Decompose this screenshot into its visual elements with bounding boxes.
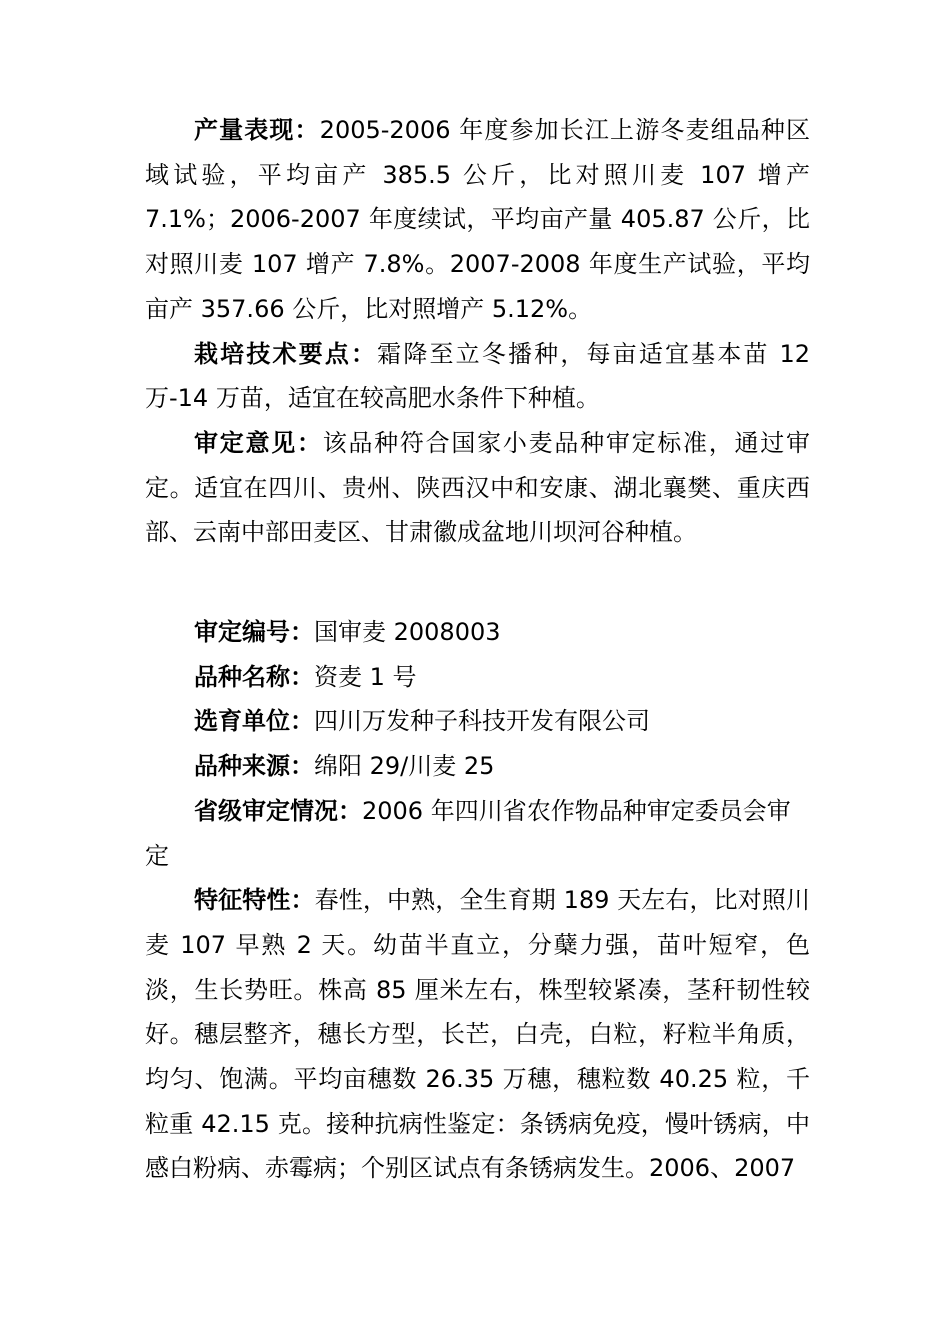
breeder-label: 选育单位： — [194, 707, 314, 736]
opinion-paragraph — [145, 421, 810, 555]
cultivation-label: 栽培技术要点： — [194, 339, 378, 368]
approval-number-label: 审定编号： — [194, 618, 314, 647]
variety-name-line — [145, 655, 810, 700]
breeder-value: 四川万发种子科技开发有限公司 — [314, 707, 650, 736]
provincial-approval-label: 省级审定情况： — [194, 796, 362, 825]
origin-label: 品种来源： — [194, 752, 314, 781]
origin-value: 绵阳 29/川麦 25 — [314, 752, 495, 781]
yield-text: 2005-2006 年度参加长江上游冬麦组品种区域试验，平均亩产 385.5 公斤，比对照川麦 107 增产 7.1%；2006-2007 年度续试，平均亩产量 405.87 公斤，比对照川麦 107 增产 7.8%。2007-2008 年度生产试验，平均亩产 357.66 公斤，比对照增产 5.12%。 — [145, 116, 810, 323]
traits-label: 特征特性： — [194, 886, 315, 915]
yield-label: 产量表现： — [194, 116, 320, 144]
cultivation-text: 霜降至立冬播种，每亩适宜基本苗 12 万-14 万苗，适宜在较高肥水条件下种植。 — [145, 339, 811, 413]
yield-paragraph — [145, 108, 810, 332]
traits-paragraph — [145, 878, 810, 1191]
provincial-approval-line — [145, 789, 810, 878]
section-gap — [145, 555, 810, 610]
provincial-approval-value: 2006 年四川省农作物品种审定委员会审定 — [145, 796, 791, 870]
breeder-line — [145, 699, 810, 744]
document-page — [145, 108, 810, 1191]
approval-number-line — [145, 610, 810, 655]
variety-name-value: 资麦 1 号 — [314, 662, 417, 691]
opinion-label: 审定意见： — [194, 428, 323, 457]
variety-name-label: 品种名称： — [194, 662, 314, 691]
opinion-text: 该品种符合国家小麦品种审定标准，通过审定。适宜在四川、贵州、陕西汉中和安康、湖北襄樊、重庆西部、云南中部田麦区、甘肃徽成盆地川坝河谷种植。 — [145, 428, 811, 547]
traits-text: 春性，中熟，全生育期 189 天左右，比对照川麦 107 早熟 2 天。幼苗半直立，分蘖力强，苗叶短窄，色淡，生长势旺。株高 85 厘米左右，株型较紧凑，茎秆韧性较好。穗层整齐，穗长方型，长芒，白壳，白粒，籽粒半角质，均匀、饱满。平均亩穗数 26.35 万穗，穗粒数 40.25 粒，千粒重 42.15 克。接种抗病性鉴定：条锈病免疫，慢叶锈病，中感白粉病、赤霉病；个别区试点有条锈病发生。2006、2007 — [145, 886, 810, 1183]
approval-number-value: 国审麦 2008003 — [314, 618, 501, 647]
cultivation-paragraph — [145, 332, 810, 421]
origin-line — [145, 744, 810, 789]
